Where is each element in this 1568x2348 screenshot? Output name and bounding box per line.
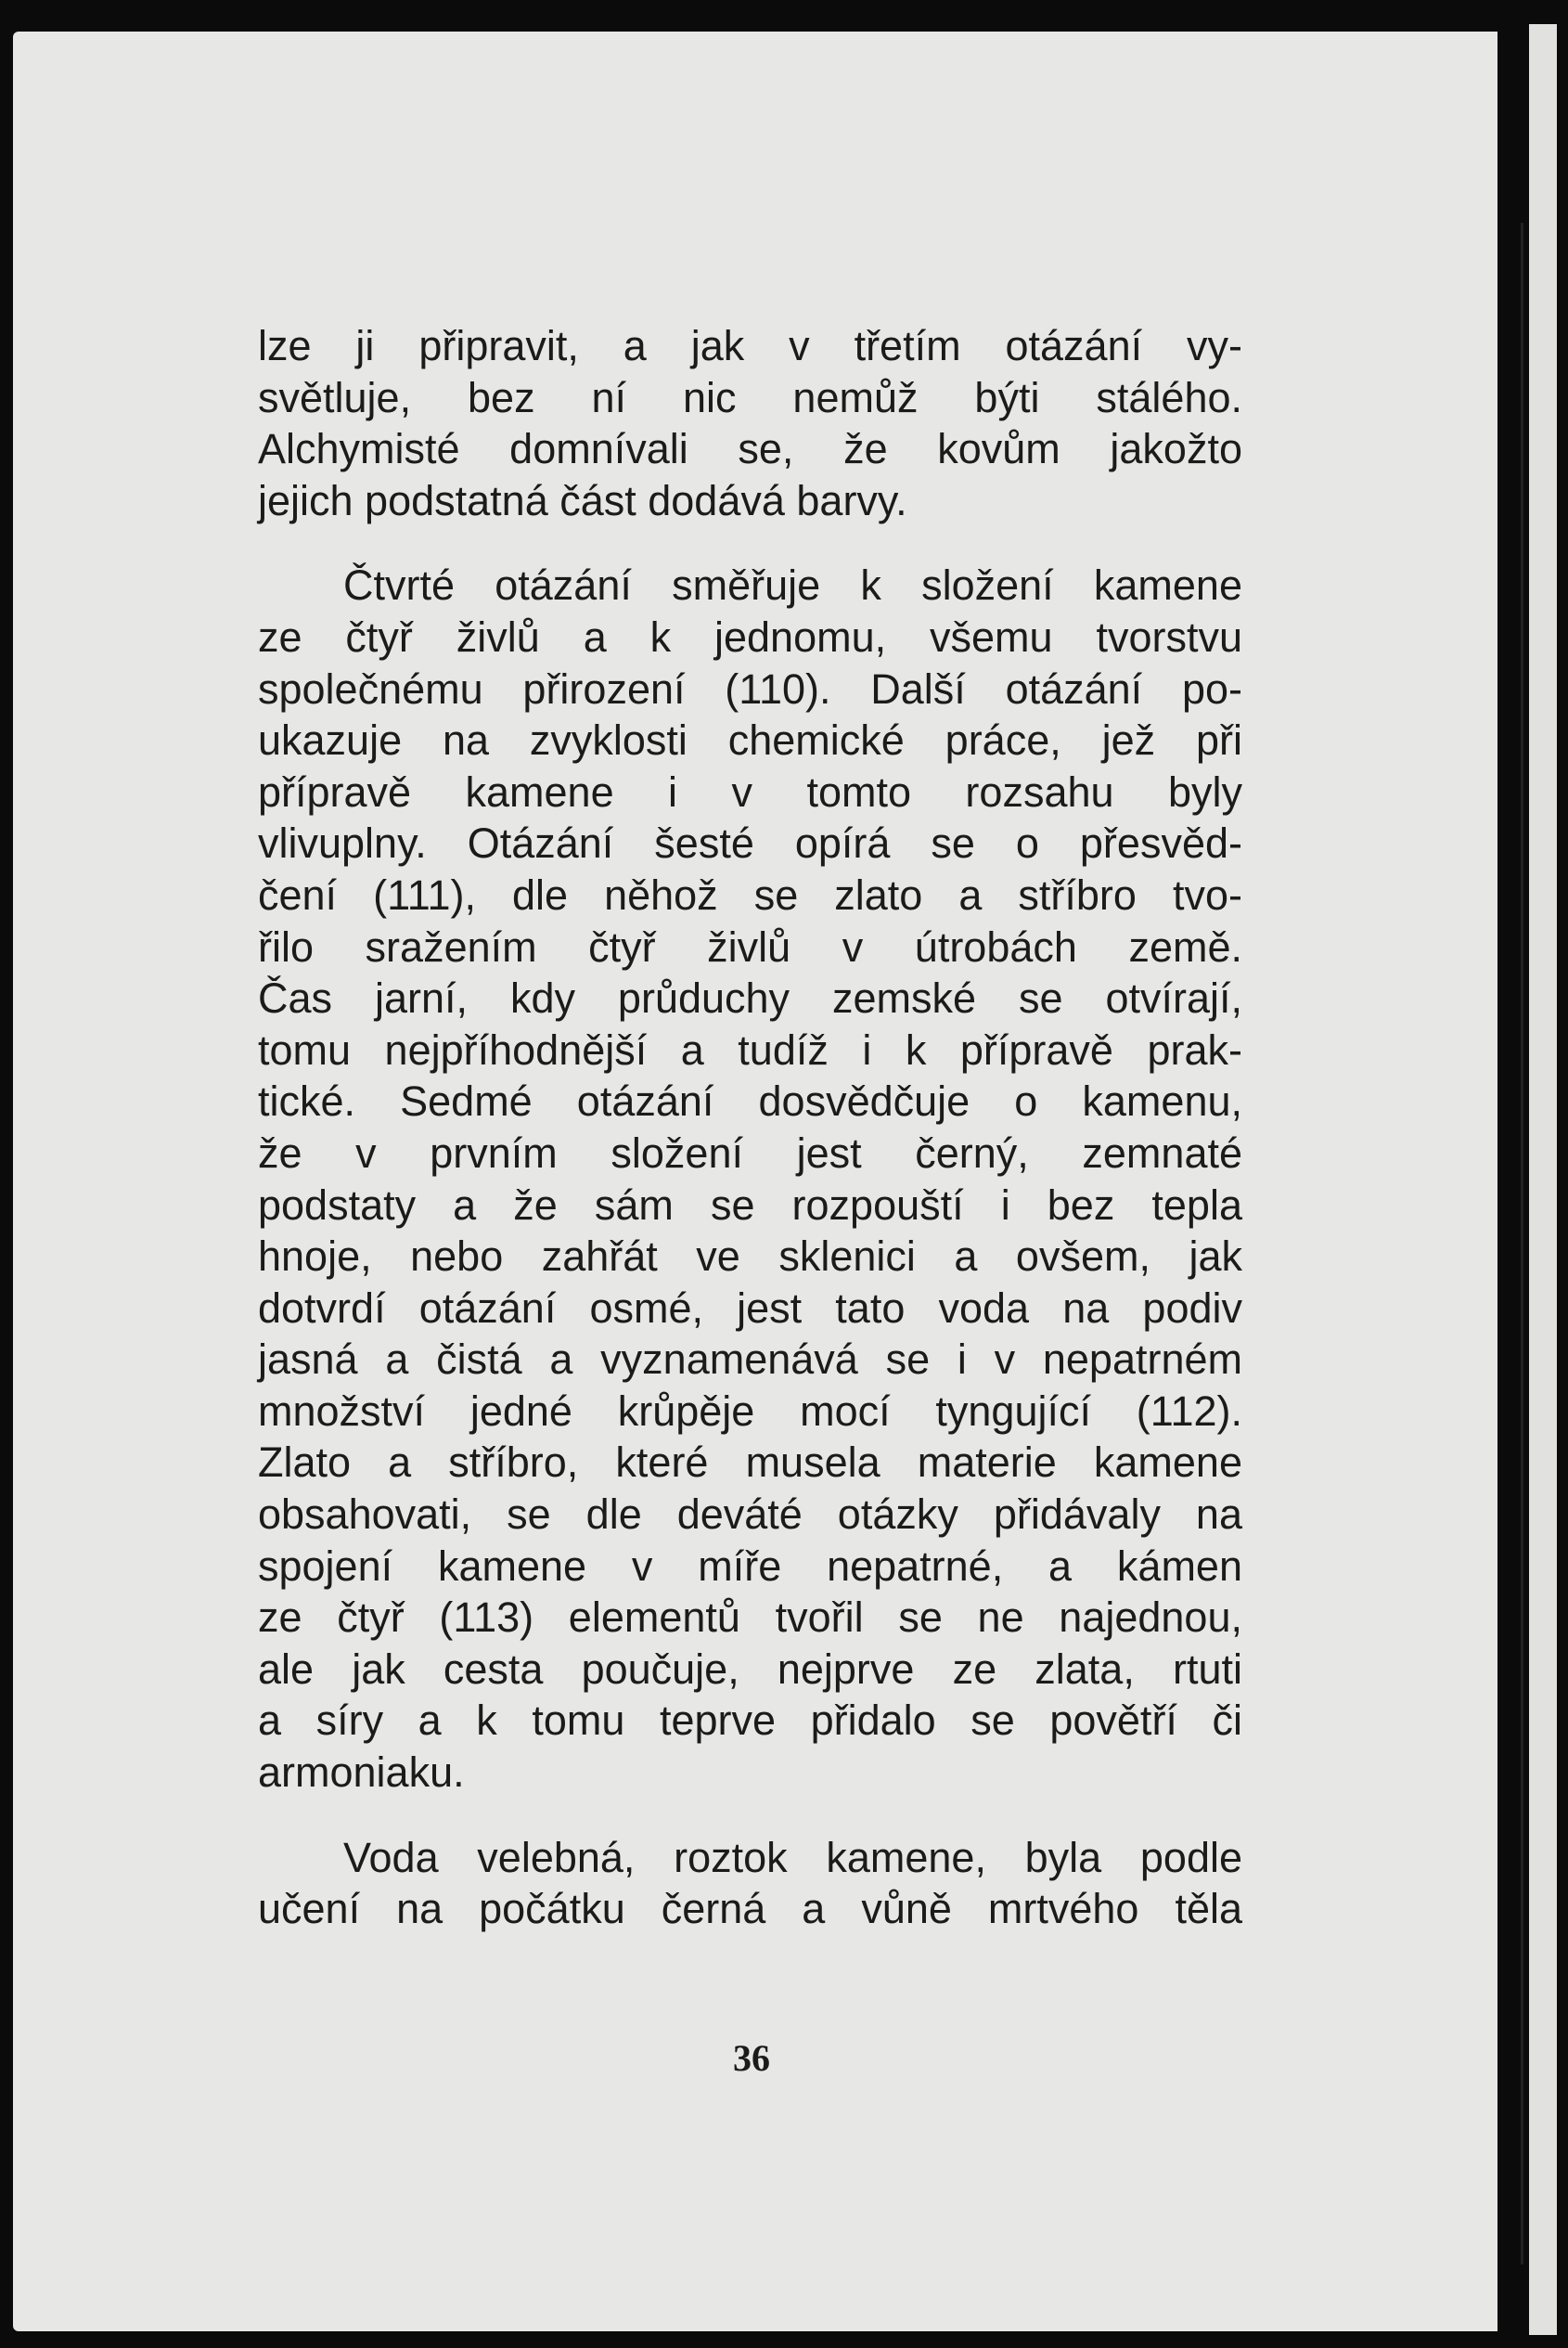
text-line: obsahovati, se dle deváté otázky přidávaly na bbox=[258, 1490, 1242, 1539]
text-line: přípravě kamene i v tomto rozsahu byly bbox=[258, 768, 1242, 816]
paragraph-2 bbox=[258, 560, 1242, 1798]
body-text bbox=[258, 320, 1242, 1935]
text-line: Zlato a stříbro, které musela materie kamene bbox=[258, 1438, 1242, 1487]
text-line: armoniaku. bbox=[258, 1748, 465, 1797]
text-line: ale jak cesta poučuje, nejprve ze zlata, rtuti bbox=[258, 1645, 1242, 1693]
page-gutter-line bbox=[1521, 223, 1523, 2264]
text-line: dotvrdí otázání osmé, jest tato voda na podiv bbox=[258, 1284, 1242, 1332]
text-line: vlivuplny. Otázání šesté opírá se o přesvěd- bbox=[258, 819, 1242, 868]
text-line: že v prvním složení jest černý, zemnaté bbox=[258, 1129, 1242, 1177]
text-line: tické. Sedmé otázání dosvědčuje o kamenu, bbox=[258, 1077, 1242, 1126]
adjacent-page-edge bbox=[1529, 24, 1557, 2335]
text-line: a síry a k tomu teprve přidalo se povětří či bbox=[258, 1696, 1242, 1745]
text-line: množství jedné krůpěje mocí tyngující (112). bbox=[258, 1387, 1242, 1435]
text-line: podstaty a že sám se rozpouští i bez tepla bbox=[258, 1180, 1242, 1229]
text-line: ze čtyř (113) elementů tvořil se ne najednou, bbox=[258, 1593, 1242, 1642]
text-line: čení (111), dle něhož se zlato a stříbro tvo- bbox=[258, 871, 1242, 919]
text-line: Alchymisté domnívali se, že kovům jakožto bbox=[258, 425, 1242, 473]
text-line: hnoje, nebo zahřát ve sklenici a ovšem, jak bbox=[258, 1232, 1242, 1281]
text-line: řilo sražením čtyř živlů v útrobách země. bbox=[258, 922, 1242, 971]
paragraph-1 bbox=[258, 320, 1242, 526]
text-line: lze ji připravit, a jak v třetím otázání vy- bbox=[258, 322, 1242, 369]
text-line: ukazuje na zvyklosti chemické práce, jež při bbox=[258, 716, 1242, 765]
text-line: učení na počátku černá a vůně mrtvého těla bbox=[258, 1885, 1242, 1933]
text-line: světluje, bez ní nic nemůž býti stálého. bbox=[258, 373, 1242, 421]
text-line: společnému přirození (110). Další otázání po- bbox=[258, 664, 1242, 713]
text-line: Čas jarní, kdy průduchy zemské se otvírají, bbox=[258, 974, 1242, 1023]
text-line: spojení kamene v míře nepatrné, a kámen bbox=[258, 1542, 1242, 1590]
page-number: 36 bbox=[733, 2037, 770, 2079]
text-line: jasná a čistá a vyznamenává se i v nepatrném bbox=[258, 1335, 1242, 1384]
paragraph-3 bbox=[258, 1832, 1242, 1935]
text-line: tomu nejpříhodnější a tudíž i k přípravě prak- bbox=[258, 1026, 1242, 1074]
text-line: Voda velebná, roztok kamene, byla podle bbox=[343, 1833, 1242, 1881]
text-line: jejich podstatná část dodává barvy. bbox=[258, 476, 907, 524]
text-line: Čtvrté otázání směřuje k složení kamene bbox=[343, 561, 1242, 610]
text-line: ze čtyř živlů a k jednomu, všemu tvorstvu bbox=[258, 613, 1242, 661]
